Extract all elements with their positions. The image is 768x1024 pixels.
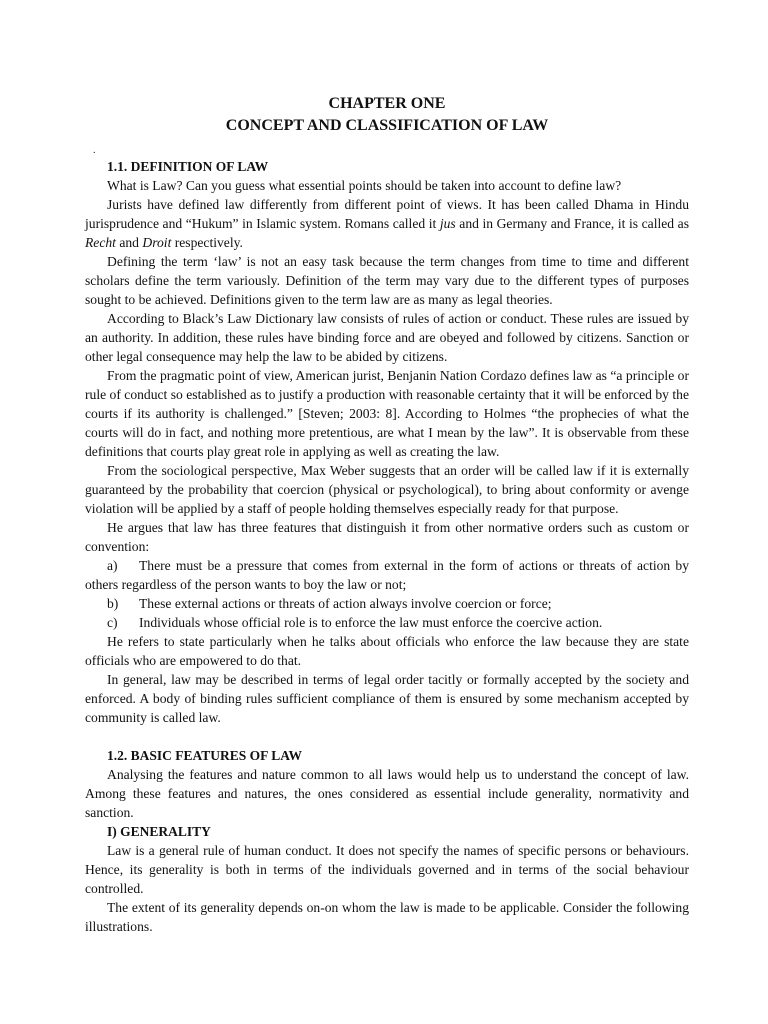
list-item-text: There must be a pressure that comes from external in the form of actions or threats of action by others regardless of the person wants to boy the law or not;	[85, 558, 689, 592]
paragraph: The extent of its generality depends on-on whom the law is made to be applicable. Consider the following illustrations.	[85, 900, 689, 934]
chapter-number: CHAPTER ONE	[328, 95, 446, 112]
list-item-text: Individuals whose official role is to enforce the law must enforce the coercive action.	[139, 615, 603, 630]
italic-term-recht: Recht	[85, 235, 116, 250]
list-marker: a)	[107, 558, 118, 573]
list-marker: c)	[107, 615, 118, 630]
subheading-generality: I) GENERALITY	[107, 824, 211, 839]
text-run: and	[115, 235, 143, 250]
paragraph: From the pragmatic point of view, American jurist, Benjanin Nation Cordazo defines law as “a principle or rule of conduct so established as to justify a production with reasonable certainty that it will be enforced by the courts if its authority is challenged.” [Steven; 2003: 8]. According to Holmes “the prophecies of what the courts will do in fact, and nothing more pretentious, are what I mean by the law”. It is observable from these definitions that courts play great role in applying as well as creating the law.	[85, 368, 689, 459]
paragraph: He argues that law has three features that distinguish it from other normative orders such as custom or convention:	[85, 520, 689, 554]
paragraph: According to Black’s Law Dictionary law consists of rules of action or conduct. These rules are issued by an authority. In addition, these rules have binding force and are obeyed and followed by citizens. Sanction or other legal consequence may help the law to be abided by citizens.	[85, 311, 689, 364]
italic-term-jus: jus	[439, 216, 456, 231]
list-item-text: These external actions or threats of action always involve coercion or force;	[139, 596, 552, 611]
paragraph: Analysing the features and nature common to all laws would help us to understand the concept of law. Among these features and natures, the ones considered as essential include generality, normativity and sanction.	[85, 767, 689, 820]
chapter-heading	[85, 93, 689, 137]
list-item	[85, 594, 689, 613]
section-heading-definition: 1.1. DEFINITION OF LAW	[107, 159, 269, 174]
italic-term-droit: Droit	[142, 235, 172, 250]
list-item	[85, 613, 689, 632]
section-heading-basic-features: 1.2. BASIC FEATURES OF LAW	[107, 748, 303, 763]
paragraph	[85, 195, 689, 252]
paragraph: From the sociological perspective, Max Weber suggests that an order will be called law if it is externally guaranteed by the probability that coercion (physical or psychological), to bring about conformity or avenge violation will be applied by a staff of people holding themselves especially ready for that purpose.	[85, 463, 689, 516]
paragraph: Defining the term ‘law’ is not an easy task because the term changes from time to time and different scholars define the term variously. Definition of the term may vary due to the different types of purposes sought to be achieved. Definitions given to the term law are as many as legal theories.	[85, 254, 689, 307]
paragraph: Law is a general rule of human conduct. It does not specify the names of specific persons or behaviours. Hence, its generality is both in terms of the individuals governed and in terms of the social behaviour controlled.	[85, 843, 689, 896]
text-run: respectively.	[171, 235, 243, 250]
paragraph: He refers to state particularly when he talks about officials who enforce the law because they are state officials who are empowered to do that.	[85, 634, 689, 668]
paragraph: What is Law? Can you guess what essential points should be taken into account to define law?	[107, 178, 622, 193]
text-run: and in Germany and France, it is called as	[455, 216, 689, 231]
stray-dot: .	[93, 145, 96, 156]
text-run: Jurists have defined law differently from different point of views. It has been called Dhama in Hindu jurisprudence and “Hukum” in Islamic system. Romans called it	[85, 197, 689, 231]
chapter-title: CONCEPT AND CLASSIFICATION OF LAW	[225, 117, 549, 134]
list-item	[85, 556, 689, 594]
paragraph: In general, law may be described in terms of legal order tacitly or formally accepted by the society and enforced. A body of binding rules sufficient compliance of them is ensured by some mechanism accepted by community is called law.	[85, 672, 689, 725]
list-marker: b)	[107, 596, 119, 611]
